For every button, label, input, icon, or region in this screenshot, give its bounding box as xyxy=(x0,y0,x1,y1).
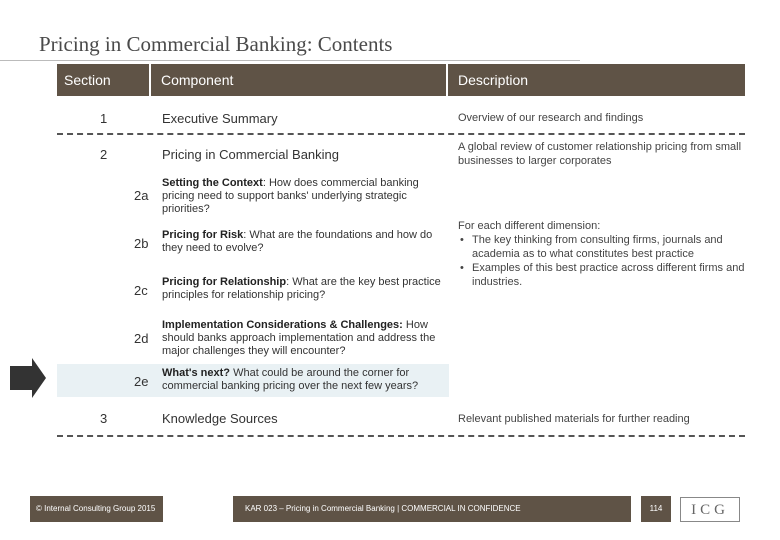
section-number-2a: 2a xyxy=(134,188,149,203)
section-number-2c: 2c xyxy=(134,283,148,298)
component-pricing-risk[interactable]: Pricing for Risk: What are the foundations and how do they need to evolve? xyxy=(162,229,433,254)
footer-doc-ref: KAR 023 – Pricing in Commercial Banking | COMMERCIAL IN CONFIDENCE xyxy=(233,496,631,522)
section-number-2b: 2b xyxy=(134,236,149,251)
sub-description-bullet: • The key thinking from consulting firms, journals and academia as to what constitutes best practice xyxy=(458,233,748,261)
component-setting-context[interactable]: Setting the Context: How does commercial banking pricing need to support banks' underlying strategic priorities? xyxy=(162,177,419,215)
row-divider xyxy=(57,133,745,135)
section-number-1: 1 xyxy=(100,111,108,126)
arrow-right-icon xyxy=(10,358,46,398)
title-divider xyxy=(0,60,580,61)
row-divider xyxy=(57,435,745,437)
sub-description-bullet: • Examples of this best practice across different firms and industries. xyxy=(458,261,748,289)
description-executive-summary: Overview of our research and findings xyxy=(458,112,644,124)
page-number: 114 xyxy=(641,496,671,522)
icg-logo: ICG xyxy=(680,497,740,522)
sub-description-intro: For each different dimension: xyxy=(458,220,601,232)
page-title: Pricing in Commercial Banking: Contents xyxy=(39,32,393,56)
description-knowledge-sources: Relevant published materials for further reading xyxy=(458,413,690,425)
component-whats-next[interactable]: What's next? What could be around the corner for commercial banking pricing over the next few years? xyxy=(162,367,419,392)
component-pricing-commercial-banking[interactable]: Pricing in Commercial Banking xyxy=(162,147,340,162)
section-number-2: 2 xyxy=(100,147,108,162)
component-pricing-relationship[interactable]: Pricing for Relationship: What are the key best practice principles for relationship pricing? xyxy=(162,276,441,301)
component-executive-summary[interactable]: Executive Summary xyxy=(162,111,278,126)
sub-description xyxy=(458,219,748,289)
component-knowledge-sources[interactable]: Knowledge Sources xyxy=(162,411,278,426)
section-number-2d: 2d xyxy=(134,331,149,346)
section-number-2e: 2e xyxy=(134,374,149,389)
footer-copyright: © Internal Consulting Group 2015 xyxy=(30,496,163,522)
column-header-component: Component xyxy=(151,64,446,96)
description-pricing-commercial-banking: A global review of customer relationship pricing from small businesses to larger corporates xyxy=(458,141,742,167)
section-number-3: 3 xyxy=(100,411,108,426)
column-header-description: Description xyxy=(448,64,745,96)
column-header-section: Section xyxy=(57,64,149,96)
component-implementation[interactable]: Implementation Considerations & Challenges: How should banks approach implementation and address the major challenges they will encounter? xyxy=(162,319,436,357)
